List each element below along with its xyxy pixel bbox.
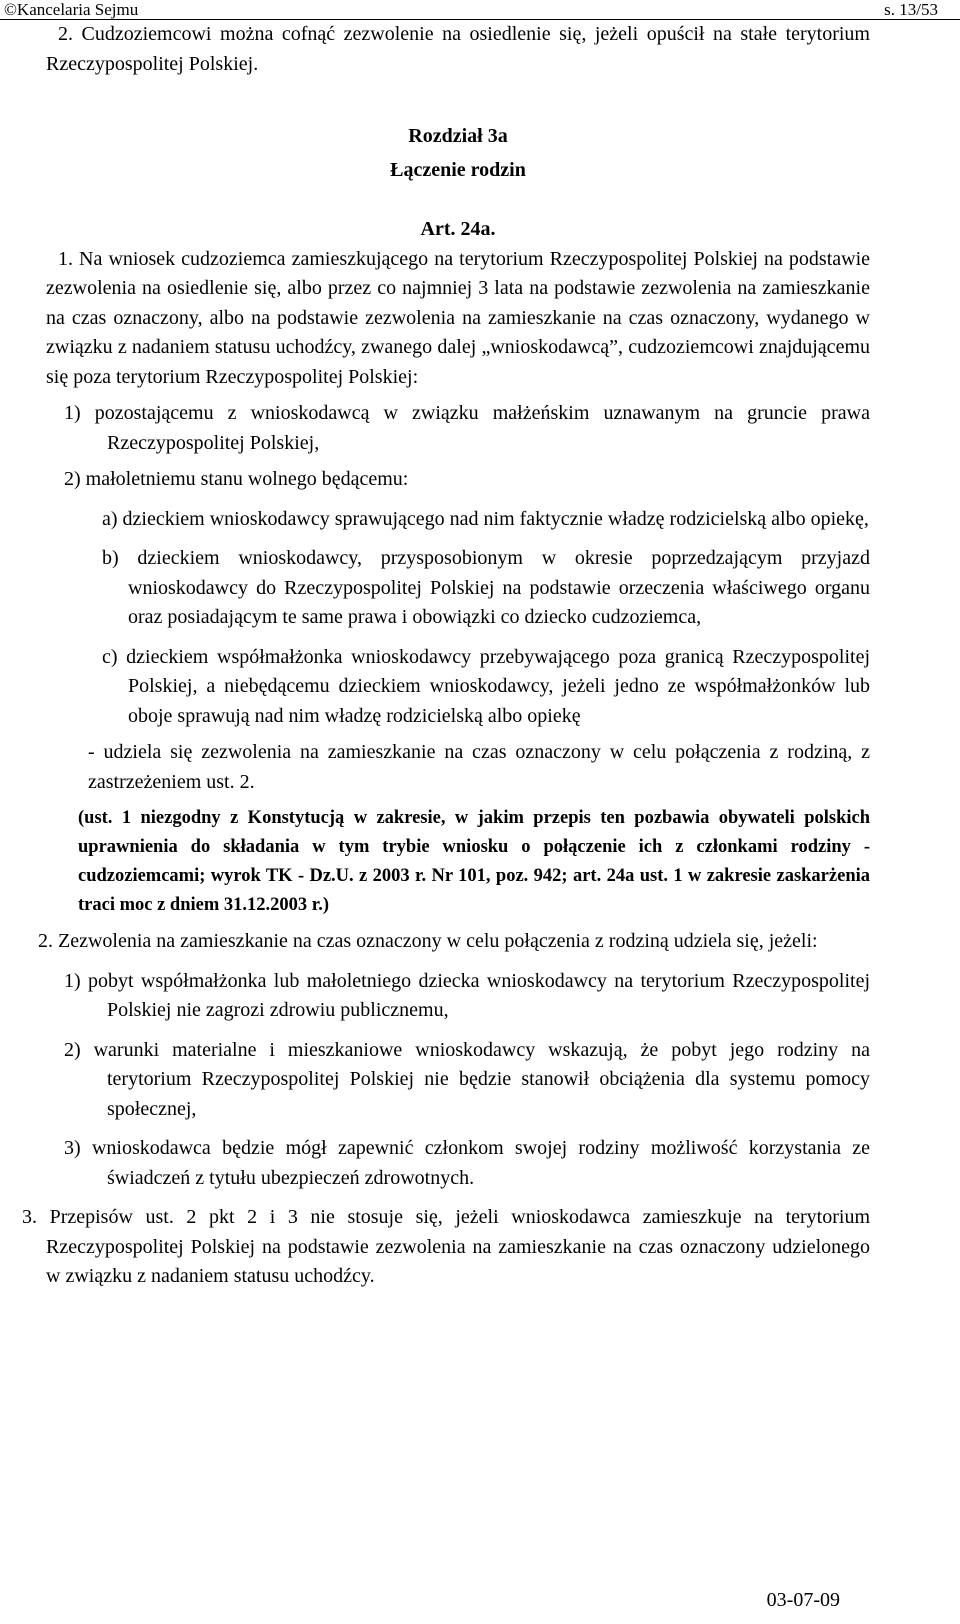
- article-paragraph-2: 2. Zezwolenia na zamieszkanie na czas oznaczony w celu połączenia z rodziną udziela się, jeżeli:: [38, 930, 818, 952]
- article-title: Art. 24a.: [420, 218, 496, 240]
- article-paragraph-3: 3. Przepisów ust. 2 pkt 2 i 3 nie stosuje się, jeżeli wnioskodawca zamieszkuje na terytorium Rzeczypospolitej Polskiej na podstawie zezwolenia na zamieszkanie na czas oznaczony udzielonego w związku z nadaniem statusu uchodźcy.: [22, 1206, 870, 1287]
- letter-a: a) dzieckiem wnioskodawcy sprawującego nad nim faktycznie władzę rodzicielską albo opiekę,: [102, 507, 869, 530]
- letter-b: b) dzieckiem wnioskodawcy, przysposobionym w okresie poprzedzającym przyjazd wnioskodawcy do Rzeczypospolitej Polskiej na podstawie orzeczenia właściwego organu oraz posiadającym te same prawa i obowiązki co dziecko cudzoziemca,: [102, 547, 870, 628]
- letter-c: c) dzieckiem współmałżonka wnioskodawcy przebywającego poza granicą Rzeczypospolitej Polskiej, a niebędącemu dzieckiem wnioskodawcy, jeżeli jedno ze współmałżonków lub oboje sprawują nad nim władzę rodzicielską albo opiekę: [102, 645, 870, 727]
- point-2-1: 1) pobyt współmałżonka lub małoletniego dziecka wnioskodawcy na terytorium Rzeczypospolitej Polskiej nie zagrozi zdrowiu publicznemu,: [64, 969, 870, 1021]
- point-1-1: 1) pozostającemu z wnioskodawcą w związku małżeńskim uznawanym na gruncie prawa Rzeczypospolitej Polskiej,: [64, 402, 870, 454]
- chapter-number: Rozdział 3a: [408, 125, 508, 147]
- document-body: [22, 20, 870, 1292]
- header-copyright: ©Kancelaria Sejmu: [4, 0, 139, 19]
- footer-date: 03-07-09: [766, 1589, 840, 1611]
- article-paragraph-1: 1. Na wniosek cudzoziemca zamieszkującego na terytorium Rzeczypospolitej Polskiej na podstawie zezwolenia na osiedlenie się, albo przez co najmniej 3 lata na podstawie zezwolenia na zamieszkanie na czas oznaczony, albo na podstawie zezwolenia na zamieszkanie na czas oznaczony, wydanego w związku z nadaniem statusu uchodźcy, zwanego dalej „wnioskodawcą”, cudzoziemcowi znajdującemu się poza terytorium Rzeczypospolitej Polskiej:: [46, 247, 870, 388]
- point-1-2: 2) małoletniemu stanu wolnego będącemu:: [64, 468, 409, 490]
- dash-paragraph: - udziela się zezwolenia na zamieszkanie na czas oznaczony w celu połączenia z rodziną, z zastrzeżeniem ust. 2.: [88, 741, 870, 793]
- point-2-3: 3) wnioskodawca będzie mógł zapewnić członkom swojej rodziny możliwość korzystania ze świadczeń z tytułu ubezpieczeń zdrowotnych.: [64, 1137, 870, 1189]
- chapter-title: Łączenie rodzin: [390, 158, 526, 181]
- page-header: [0, 0, 960, 20]
- point-2-2: 2) warunki materialne i mieszkaniowe wnioskodawcy wskazują, że pobyt jego rodziny na terytorium Rzeczypospolitej Polskiej nie będzie stanowił obciążenia dla systemu pomocy społecznej,: [64, 1038, 870, 1120]
- paragraph-2-top: 2. Cudzoziemcowi można cofnąć zezwolenie na osiedlenie się, jeżeli opuścił na stałe terytorium Rzeczypospolitej Polskiej.: [46, 23, 870, 75]
- court-ruling-note: (ust. 1 niezgodny z Konstytucją w zakresie, w jakim przepis ten pozbawia obywateli polskich uprawnienia do składania w tym trybie wniosku o połączenie ich z członkami rodziny - cudzoziemcami; wyrok TK - Dz.U. z 2003 r. Nr 101, poz. 942; art. 24a ust. 1 w zakresie zaskarżenia traci moc z dniem 31.12.2003 r.): [78, 808, 870, 915]
- header-page-number: s. 13/53: [884, 0, 938, 19]
